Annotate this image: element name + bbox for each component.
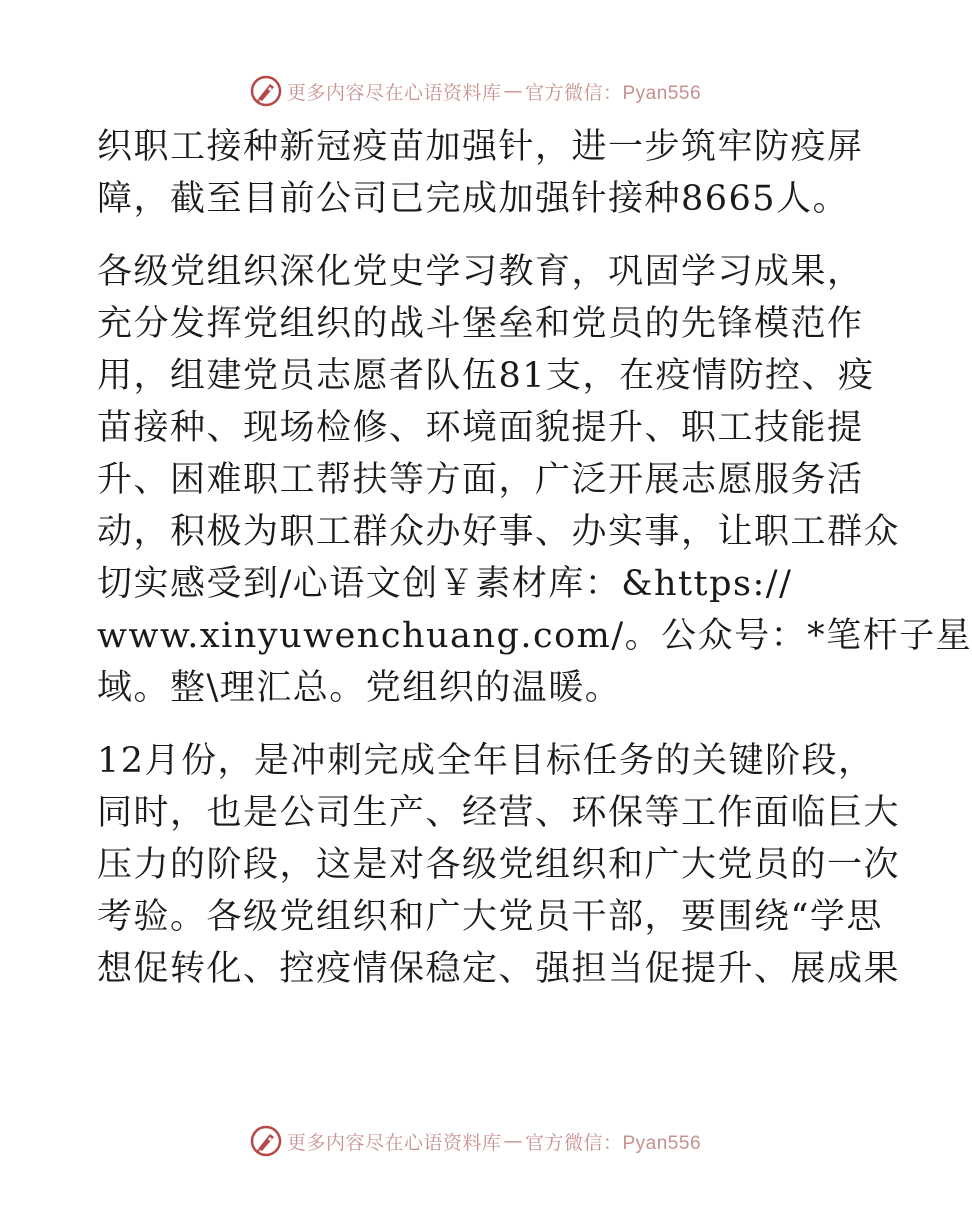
text-line: 织职工接种新冠疫苗加强针，进一步筑牢防疫屏: [97, 127, 864, 167]
text-line: 考验。各级党组织和广大党员干部，要围绕“学思: [97, 897, 883, 937]
watermark-brand: 更多内容尽在心语资料库: [286, 1131, 502, 1154]
text-line: 各级党组织深化党史学习教育，巩固学习成果，: [97, 252, 864, 292]
text-line: 充分发挥党组织的战斗堡垒和党员的先锋模范作: [97, 304, 864, 344]
text-line: 同时，也是公司生产、经营、环保等工作面临巨大: [97, 793, 901, 833]
text-line: 动，积极为职工群众办好事、办实事，让职工群众: [97, 512, 901, 552]
text-line: 切实感受到/心语文创￥素材库：&https://: [97, 564, 793, 604]
text-line: 苗接种、现场检修、环境面貌提升、职工技能提: [97, 408, 864, 448]
header-watermark: [0, 71, 950, 111]
text-line: 障，截至目前公司已完成加强针接种8665人。: [97, 179, 850, 219]
pen-nib-icon: [249, 1124, 283, 1158]
text-line: 压力的阶段，这是对各级党组织和广大党员的一次: [97, 845, 901, 885]
paragraph: [97, 246, 972, 714]
watermark-separator: —: [503, 80, 523, 102]
paragraph: [97, 121, 864, 225]
watermark-contact: 官方微信：Pyan556: [525, 1132, 702, 1154]
text-line: www.xinyuwenchuang.com/。公众号：*笔杆子星: [97, 616, 972, 656]
watermark-brand: 更多内容尽在心语资料库: [286, 81, 502, 104]
pen-nib-icon: [249, 74, 283, 108]
text-line: 升、困难职工帮扶等方面，广泛开展志愿服务活: [97, 460, 864, 500]
text-line: 12月份，是冲刺完成全年目标任务的关键阶段，: [97, 741, 875, 781]
watermark-separator: —: [503, 1130, 523, 1152]
watermark-contact: 官方微信：Pyan556: [525, 82, 702, 104]
paragraph: [97, 735, 901, 995]
footer-watermark: [0, 1121, 950, 1161]
text-line: 想促转化、控疫情保稳定、强担当促提升、展成果: [97, 949, 901, 989]
text-line: 用，组建党员志愿者队伍81支，在疫情防控、疫: [97, 356, 875, 396]
document-body: [97, 121, 972, 995]
text-line: 域。整\理汇总。党组织的温暖。: [97, 668, 622, 708]
